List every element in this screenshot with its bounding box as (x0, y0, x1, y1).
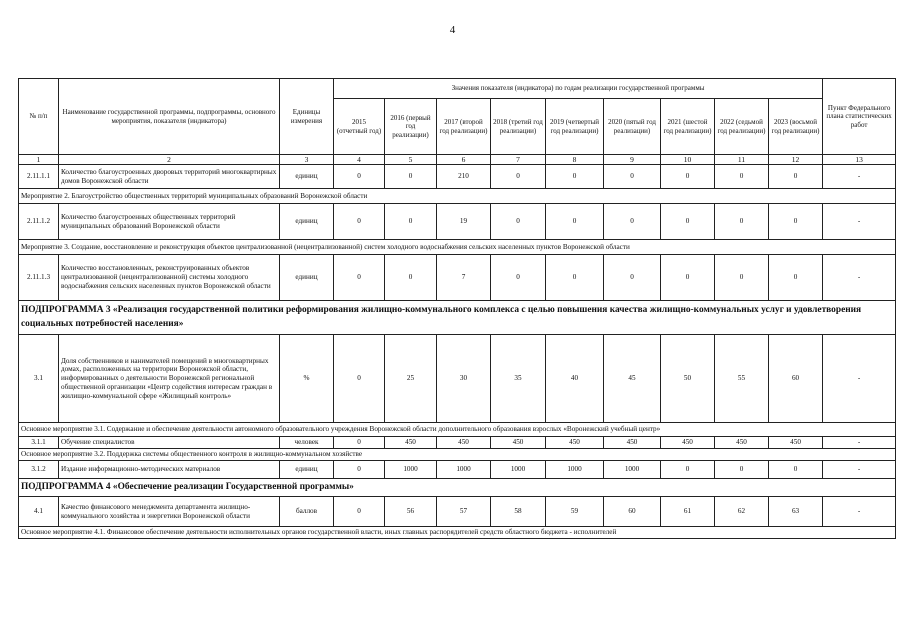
value-cell: 1000 (491, 460, 546, 478)
value-cell: 0 (769, 165, 823, 189)
column-numbers-row (19, 155, 896, 165)
value-cell: 0 (769, 204, 823, 240)
header-year: 2023 (восьмой год реализации) (769, 99, 823, 155)
column-number: 5 (385, 155, 437, 165)
header-year: 2018 (третий год реализации) (491, 99, 546, 155)
subprogram-row (19, 478, 896, 497)
value-cell: 50 (661, 335, 715, 423)
plan-cell: - (823, 497, 896, 527)
indicator-row (19, 255, 896, 301)
value-cell: 55 (715, 335, 769, 423)
measure-row (19, 189, 896, 204)
value-cell: 0 (334, 204, 385, 240)
value-cell: 450 (661, 437, 715, 449)
value-cell: 30 (437, 335, 491, 423)
column-number: 8 (546, 155, 604, 165)
value-cell: 58 (491, 497, 546, 527)
subprogram-title: ПОДПРОГРАММА 3 «Реализация государственной политики реформирования жилищно-коммунального комплекса с целью повышения качества жилищно-коммунальных услуг и удовлетворения социальных потребностей населения» (19, 301, 896, 335)
value-cell: 0 (661, 460, 715, 478)
unit-cell: человек (280, 437, 334, 449)
value-cell: 0 (491, 204, 546, 240)
header-unit: Единицы измерения (280, 79, 334, 155)
value-cell: 0 (334, 335, 385, 423)
value-cell: 0 (491, 255, 546, 301)
subprogram-row (19, 301, 896, 335)
indicator-name: Издание информационно-методических материалов (59, 460, 280, 478)
column-number: 2 (59, 155, 280, 165)
measure-title: Основное мероприятие 3.1. Содержание и обеспечение деятельности автономного образовательного учреждения Воронежской области дополнительного образования взрослых «Воронежский учебный центр» (19, 423, 896, 437)
value-cell: 0 (661, 204, 715, 240)
value-cell: 59 (546, 497, 604, 527)
value-cell: 7 (437, 255, 491, 301)
measure-row (19, 448, 896, 460)
page-number: 4 (449, 24, 456, 36)
plan-cell: - (823, 165, 896, 189)
header-num: № п/п (19, 79, 59, 155)
header-year: 2017 (второй год реализации) (437, 99, 491, 155)
plan-cell: - (823, 335, 896, 423)
value-cell: 0 (769, 255, 823, 301)
indicator-row (19, 437, 896, 449)
value-cell: 61 (661, 497, 715, 527)
value-cell: 25 (385, 335, 437, 423)
value-cell: 0 (334, 255, 385, 301)
unit-cell: баллов (280, 497, 334, 527)
row-number: 4.1 (19, 497, 59, 527)
value-cell: 60 (604, 497, 661, 527)
unit-cell: % (280, 335, 334, 423)
header-year: 2020 (пятый год реализации) (604, 99, 661, 155)
value-cell: 0 (546, 255, 604, 301)
value-cell: 0 (604, 165, 661, 189)
measure-title: Основное мероприятие 4.1. Финансовое обеспечение деятельности исполнительных органов государственной власти, иных главных распорядителей средств областного бюджета - исполнителей (19, 527, 896, 539)
value-cell: 63 (769, 497, 823, 527)
row-number: 2.11.1.1 (19, 165, 59, 189)
indicator-row (19, 335, 896, 423)
row-number: 3.1 (19, 335, 59, 423)
value-cell: 0 (334, 165, 385, 189)
plan-cell: - (823, 437, 896, 449)
value-cell: 0 (715, 165, 769, 189)
value-cell: 450 (546, 437, 604, 449)
value-cell: 45 (604, 335, 661, 423)
header-year: 2019 (четвертый год реализации) (546, 99, 604, 155)
indicator-row (19, 204, 896, 240)
value-cell: 0 (546, 204, 604, 240)
value-cell: 40 (546, 335, 604, 423)
value-cell: 0 (661, 255, 715, 301)
value-cell: 450 (437, 437, 491, 449)
row-number: 2.11.1.2 (19, 204, 59, 240)
indicator-row (19, 460, 896, 478)
value-cell: 0 (661, 165, 715, 189)
column-number: 11 (715, 155, 769, 165)
value-cell: 0 (385, 165, 437, 189)
header-values: Значения показателя (индикатора) по годам реализации государственной программы (334, 79, 823, 99)
value-cell: 0 (334, 460, 385, 478)
subprogram-title: ПОДПРОГРАММА 4 «Обеспечение реализации Государственной программы» (19, 478, 896, 497)
header-year: 2022 (седьмой год реализации) (715, 99, 769, 155)
column-number: 3 (280, 155, 334, 165)
value-cell: 210 (437, 165, 491, 189)
indicator-name: Количество восстановленных, реконструированных объектов централизованной (нецентрализованной) системы холодного водоснабжения сельских населенных пунктов Воронежской области (59, 255, 280, 301)
value-cell: 1000 (437, 460, 491, 478)
value-cell: 0 (334, 497, 385, 527)
value-cell: 450 (491, 437, 546, 449)
column-number: 9 (604, 155, 661, 165)
column-number: 1 (19, 155, 59, 165)
measure-title: Мероприятие 3. Создание, восстановление и реконструкция объектов централизованной (нецентрализованной) систем холодного водоснабжения сельских населенных пунктов Воронежской области (19, 240, 896, 255)
plan-cell: - (823, 460, 896, 478)
indicator-name: Качество финансового менеджмента департамента жилищно-коммунального хозяйства и энергетики Воронежской области (59, 497, 280, 527)
value-cell: 0 (385, 204, 437, 240)
unit-cell: единиц (280, 255, 334, 301)
measure-row (19, 240, 896, 255)
value-cell: 0 (769, 460, 823, 478)
column-number: 7 (491, 155, 546, 165)
unit-cell: единиц (280, 460, 334, 478)
column-number: 4 (334, 155, 385, 165)
header-name: Наименование государственной программы, подпрограммы, основного мероприятия, показателя (индикатора) (59, 79, 280, 155)
value-cell: 60 (769, 335, 823, 423)
value-cell: 0 (604, 204, 661, 240)
measure-row (19, 423, 896, 437)
plan-cell: - (823, 204, 896, 240)
value-cell: 62 (715, 497, 769, 527)
value-cell: 1000 (546, 460, 604, 478)
value-cell: 1000 (385, 460, 437, 478)
value-cell: 1000 (604, 460, 661, 478)
header-plan: Пункт Федерального плана статистических работ (823, 79, 896, 155)
value-cell: 450 (385, 437, 437, 449)
column-number: 13 (823, 155, 896, 165)
measure-row (19, 527, 896, 539)
row-number: 2.11.1.3 (19, 255, 59, 301)
value-cell: 19 (437, 204, 491, 240)
value-cell: 56 (385, 497, 437, 527)
value-cell: 450 (769, 437, 823, 449)
value-cell: 0 (715, 255, 769, 301)
value-cell: 0 (715, 204, 769, 240)
value-cell: 450 (715, 437, 769, 449)
column-number: 12 (769, 155, 823, 165)
column-number: 6 (437, 155, 491, 165)
indicator-row (19, 165, 896, 189)
indicators-table (18, 78, 896, 539)
column-number: 10 (661, 155, 715, 165)
value-cell: 450 (604, 437, 661, 449)
indicator-name: Количество благоустроенных дворовых территорий многоквартирных домов Воронежской области (59, 165, 280, 189)
indicator-row (19, 497, 896, 527)
indicator-name: Доля собственников и нанимателей помещений в многоквартирных домах, расположенных на территории Воронежской области, информированных о деятельности Воронежской региональной общественной организации «Центр содействия интересам граждан в жилищно-коммунальной сфере «Жилищный контроль» (59, 335, 280, 423)
indicator-name: Количество благоустроенных общественных территорий муниципальных образований Воронежской области (59, 204, 280, 240)
value-cell: 0 (491, 165, 546, 189)
value-cell: 0 (715, 460, 769, 478)
value-cell: 0 (385, 255, 437, 301)
row-number: 3.1.2 (19, 460, 59, 478)
measure-title: Мероприятие 2. Благоустройство общественных территорий муниципальных образований Воронежской области (19, 189, 896, 204)
value-cell: 57 (437, 497, 491, 527)
header-year: 2021 (шестой год реализации) (661, 99, 715, 155)
value-cell: 0 (546, 165, 604, 189)
indicator-name: Обучение специалистов (59, 437, 280, 449)
unit-cell: единиц (280, 165, 334, 189)
row-number: 3.1.1 (19, 437, 59, 449)
header-year: 2016 (первый год реализации) (385, 99, 437, 155)
value-cell: 0 (604, 255, 661, 301)
unit-cell: единиц (280, 204, 334, 240)
value-cell: 35 (491, 335, 546, 423)
header-year: 2015 (отчетный год) (334, 99, 385, 155)
value-cell: 0 (334, 437, 385, 449)
plan-cell: - (823, 255, 896, 301)
measure-title: Основное мероприятие 3.2. Поддержка системы общественного контроля в жилищно-коммунальном хозяйстве (19, 448, 896, 460)
